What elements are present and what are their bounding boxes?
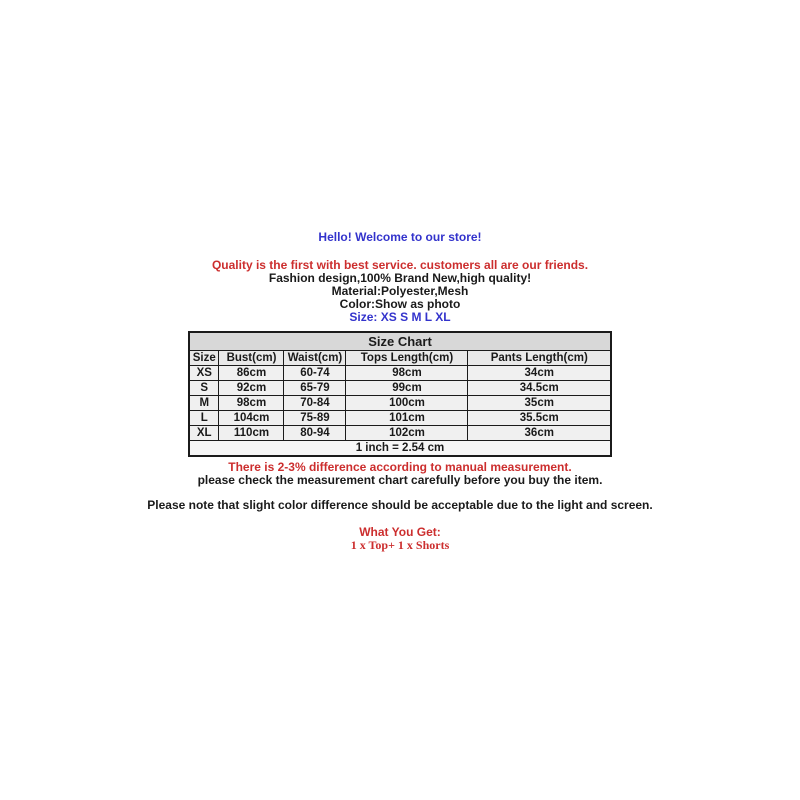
waist-value: 80-94 [284,426,346,441]
pants-length-value: 35cm [468,396,611,411]
waist-value: 70-84 [284,396,346,411]
measurement-tolerance-note: There is 2-3% difference according to manual measurement. [228,460,572,474]
column-header-bust: Bust(cm) [219,351,284,366]
color-line: Color:Show as photo [339,297,461,311]
size-chart-title: Size Chart [189,332,611,351]
size-row-s [189,381,611,396]
size-options-line: Size: XS S M L XL [349,310,451,324]
size-row-m [189,396,611,411]
conversion-row [189,441,611,457]
welcome-heading: Hello! Welcome to our store! [318,230,482,244]
size-label: M [189,396,219,411]
waist-value: 75-89 [284,411,346,426]
column-header-tops-length: Tops Length(cm) [346,351,468,366]
waist-value: 65-79 [284,381,346,396]
size-label: S [189,381,219,396]
column-header-size: Size [189,351,219,366]
bust-value: 98cm [219,396,284,411]
quality-statement: Quality is the first with best service. customers all are our friends. [211,258,589,272]
size-chart-table [188,331,612,457]
fashion-line: Fashion design,100% Brand New,high quality! [268,271,532,285]
column-header-waist: Waist(cm) [284,351,346,366]
size-row-xs [189,366,611,381]
size-chart-title-row [189,332,611,351]
tops-length-value: 99cm [346,381,468,396]
tops-length-value: 102cm [346,426,468,441]
pants-length-value: 34.5cm [468,381,611,396]
column-header-pants-length: Pants Length(cm) [468,351,611,366]
size-label: XS [189,366,219,381]
what-you-get-heading: What You Get: [359,525,441,539]
tops-length-value: 101cm [346,411,468,426]
size-row-xl [189,426,611,441]
size-chart-header-row [189,351,611,366]
bust-value: 92cm [219,381,284,396]
color-difference-note: Please note that slight color difference should be acceptable due to the light and screen. [147,498,653,512]
package-contents: 1 x Top+ 1 x Shorts [350,538,450,552]
size-row-l [189,411,611,426]
bust-value: 110cm [219,426,284,441]
inch-conversion-note: 1 inch = 2.54 cm [189,441,611,457]
tops-length-value: 100cm [346,396,468,411]
check-chart-note: please check the measurement chart carefully before you buy the item. [197,473,603,487]
pants-length-value: 36cm [468,426,611,441]
size-label: L [189,411,219,426]
bust-value: 86cm [219,366,284,381]
waist-value: 60-74 [284,366,346,381]
size-label: XL [189,426,219,441]
material-line: Material:Polyester,Mesh [331,284,469,298]
tops-length-value: 98cm [346,366,468,381]
pants-length-value: 35.5cm [468,411,611,426]
pants-length-value: 34cm [468,366,611,381]
bust-value: 104cm [219,411,284,426]
